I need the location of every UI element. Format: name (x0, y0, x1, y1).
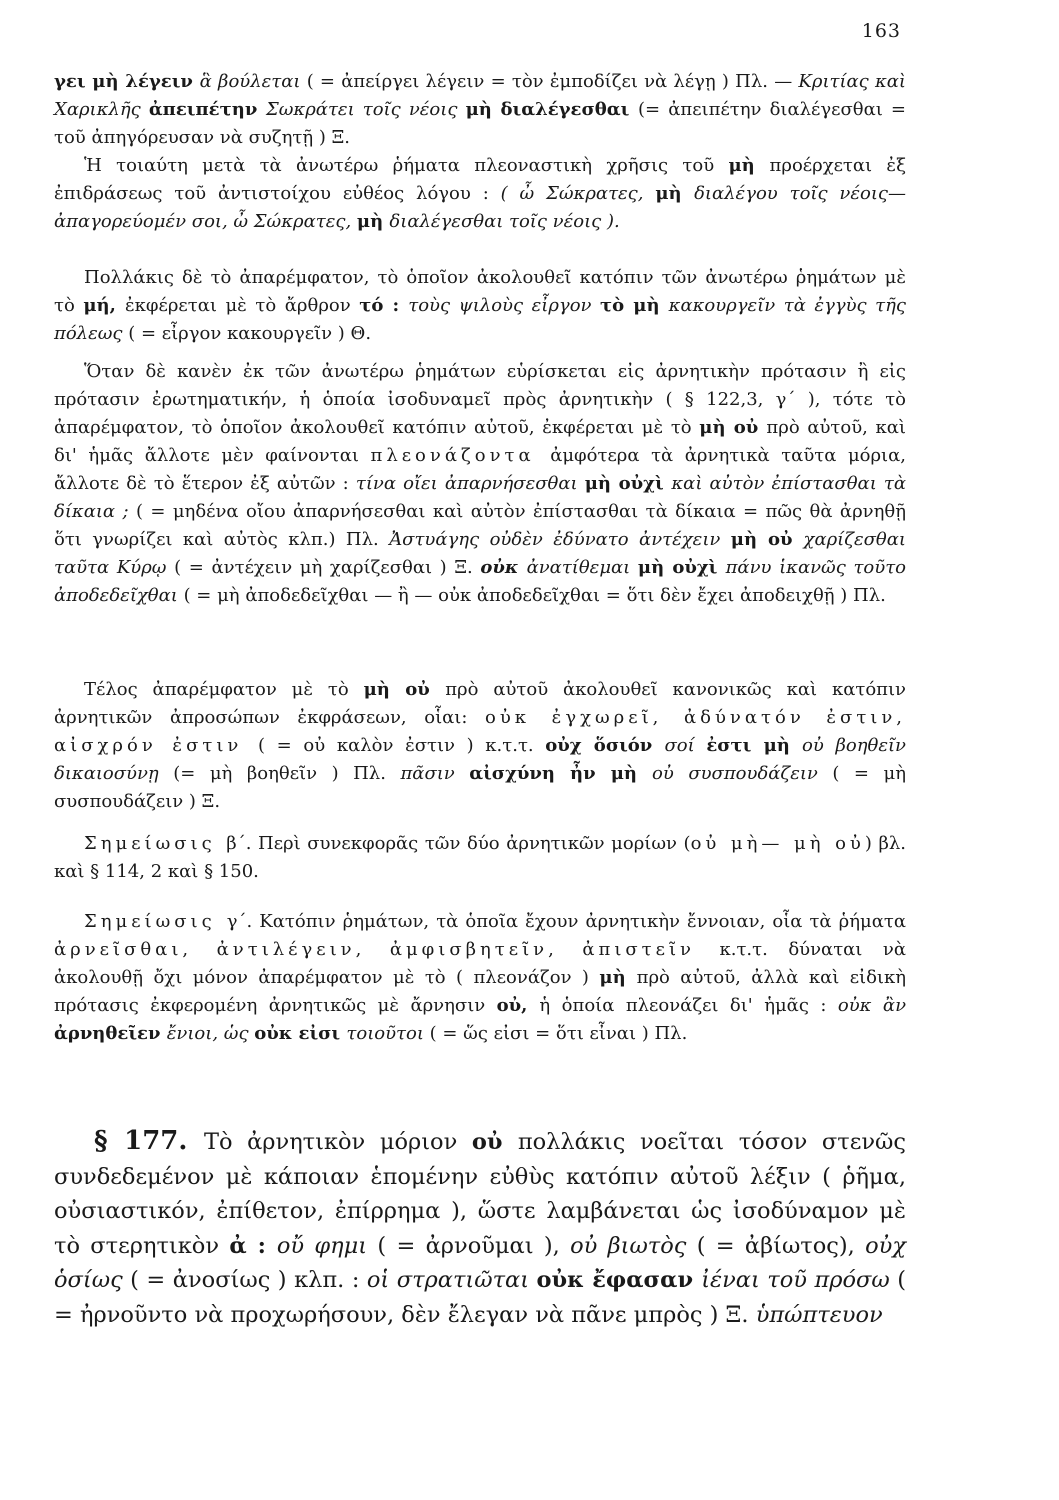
text-segment: τοιοῦτοι (346, 1023, 430, 1044)
text-segment: μὴ (655, 183, 695, 204)
text-segment: Ὅταν δὲ κανὲν ἐκ τῶν ἀνωτέρω ῥημάτων εὑρίσκεται εἰς ἀρνητικὴν πρότασιν ἢ εἰς πρότασιν ἐρωτηματικήν, ἡ ὁποία ἰσοδυναμεῖ πρὸς ἀρνητικὴν ( § 122,3, γ΄ ), τότε τὸ ἀπαρέμφατον, τὸ ὁποῖον ἀκολουθεῖ κατόπιν αὐτοῦ, ἐκφέρεται μὲ τὸ (54, 361, 906, 438)
text-segment: οὔ φημι (276, 1232, 378, 1259)
text-segment: πᾶσιν (400, 763, 470, 784)
text-segment: οὐκ εἰσι (254, 1023, 347, 1044)
text-segment: πρὸ αὐτοῦ, καὶ δι' ἡμᾶς ἄλλοτε μὲν φαίνονται (54, 417, 906, 466)
text-segment: κ.τ.τ. δύναται νὰ ἀκολουθῇ ὄχι μόνον ἀπαρέμφατον μὲ τὸ ( πλεονάζον ) (54, 939, 906, 988)
text-segment: (= ἀπειπέτην διαλέγεσθαι = τοῦ ἀπηγόρευσαν νὰ συζητῇ ) Ξ. (54, 99, 907, 148)
paragraph-negative-sentence (54, 358, 906, 610)
text-segment: Σωκράτει τοῖς νέοις (266, 99, 466, 120)
text-segment: Τὸ ἀρνητικὸν μόριον (203, 1129, 472, 1155)
text-segment: μὴ οὐ (730, 529, 804, 550)
text-segment: οὐ, (496, 995, 540, 1016)
text-segment: διαλέγεσθαι τοῖς νέοις ). (389, 211, 620, 232)
text-segment: μὴ (599, 967, 637, 988)
text-segment: αἰσχύνη ἦν μὴ (469, 763, 653, 784)
text-segment: οὐ βιωτὸς (570, 1232, 697, 1259)
text-segment: ( = μηδένα οἴου ἀπαρνήσεσθαι καὶ αὐτὸν ἐπίστασθαι τὰ δίκαια = πῶς θὰ ἀρνηθῇ ὅτι γνωρίζει καὶ αὐτὸς κλπ.) Πλ. (54, 501, 906, 550)
text-segment: β΄. Περὶ συνεκφορᾶς τῶν δύο ἀρνητικῶν μορίων ( (226, 833, 691, 854)
text-segment: οὐκ ἂν (837, 995, 907, 1016)
paragraph-article-infinitive (54, 264, 906, 348)
text-segment: μὴ διαλέγεσθαι (465, 99, 638, 120)
text-segment: ἀμφότερα τὰ ἀρνητικὰ ταῦτα μόρια, ἄλλοτε δὲ τὸ ἕτερον ἐξ αὐτῶν : (54, 445, 906, 494)
text-segment: πλεονάζοντα (370, 445, 551, 466)
text-segment: οἱ στρατιῶται (366, 1267, 537, 1293)
text-segment: οὐ μὴ— μὴ οὐ (690, 833, 865, 854)
note-gamma (54, 908, 906, 1048)
text-segment: Πολλάκις δὲ τὸ ἀπαρέμφατον, τὸ ὁποῖον ἀκολουθεῖ κατόπιν τῶν ἀνωτέρω ῥημάτων μὲ τὸ (54, 267, 906, 316)
text-segment: ἐκφέρεται μὲ τὸ ἄρθρον (125, 295, 360, 316)
text-segment: ( = μὴ συσπουδάζειν ) Ξ. (54, 763, 906, 812)
text-segment: διαλέγου τοῖς νέοις—ἀπαγορεύομέν σοι, ὦ Σώκρατες, (54, 183, 907, 232)
text-segment: πρὸ αὐτοῦ, ἀλλὰ καὶ εἰδικὴ πρότασις ἐκφερομένη ἀρνητικῶς μὲ ἄρνησιν (54, 967, 907, 1016)
text-segment: τό : (359, 295, 409, 316)
note-beta (54, 830, 906, 886)
text-segment: χαρίζεσθαι ταῦτα Κύρῳ (54, 529, 906, 578)
text-segment: ἀρνηθεῖεν (54, 1023, 167, 1044)
text-segment: ( = ἀπείργει λέγειν = τὸν ἐμποδίζει νὰ λέγῃ ) Πλ. — (306, 71, 799, 92)
text-segment: σοί (664, 735, 707, 756)
text-segment: (= μὴ βοηθεῖν ) Πλ. (173, 763, 401, 784)
text-segment: ἀνατίθεμαι (526, 557, 638, 578)
text-segment: Τέλος ἀπαρέμφατον μὲ τὸ (84, 679, 364, 700)
text-segment: οὐ (471, 1129, 518, 1155)
text-segment: προέρχεται ἐξ ἐπιδράσεως τοῦ ἀντιστοίχου εὐθέος λόγου : (54, 155, 906, 204)
text-segment: Ἀστυάγης οὐδὲν ἐδύνατο ἀντέχειν (389, 529, 731, 550)
text-segment: ( = ἀντέχειν μὴ χαρίζεσθαι ) Ξ. (174, 557, 481, 578)
section-177 (54, 1124, 906, 1332)
text-segment: Κριτίας καὶ Χαρικλῆς (54, 71, 906, 120)
text-segment: ἰέναι τοῦ πρόσω (701, 1267, 898, 1293)
text-segment: γει μὴ λέγειν (54, 71, 200, 92)
text-segment: ἔνιοι, ὡς (166, 1023, 255, 1044)
text-segment: οὐ βοηθεῖν δικαιοσύνῃ (54, 735, 907, 784)
text-segment: ἀπειπέτην (148, 99, 266, 120)
text-segment: Ἡ τοιαύτη μετὰ τὰ ἀνωτέρω ῥήματα πλεοναστικὴ χρῆσις τοῦ (84, 155, 729, 176)
text-segment: ( = ἀνοσίως ) κλπ. : (130, 1267, 367, 1293)
text-segment: μή, (83, 295, 125, 316)
text-segment: κακουργεῖν τὰ ἐγγὺς τῆς πόλεως (54, 295, 907, 344)
paragraph-continuation (54, 68, 906, 152)
text-segment: ( = ἠρνοῦντο νὰ προχωρήσουν, δὲν ἔλεγαν νὰ πᾶνε μπρὸς ) Ξ. (54, 1267, 907, 1328)
text-segment: ( = οὐ καλὸν ἐστιν ) κ.τ.τ. (257, 735, 546, 756)
text-segment: ὑπώπτευον (755, 1301, 883, 1328)
page-number: 163 (861, 20, 901, 42)
text-segment: οὐχ ὁσίως (54, 1232, 906, 1293)
text-segment: ἃ βούλεται (199, 71, 307, 92)
text-segment: ἀρνεῖσθαι, ἀντιλέγειν, ἀμφισβητεῖν, ἀπιστεῖν (54, 939, 720, 960)
text-segment: Σημείωσις (84, 911, 227, 932)
text-segment: ( = εἶργον κακουργεῖν ) Θ. (128, 323, 372, 344)
text-segment: ( = μὴ ἀποδεδεῖχθαι — ἢ — οὐκ ἀποδεδεῖχθαι = ὅτι δὲν ἔχει ἀποδειχθῇ ) Πλ. (183, 585, 886, 606)
text-segment: τοὺς ψιλοὺς εἶργον (408, 295, 601, 316)
text-segment: οὐκ ἔφασαν (536, 1267, 702, 1293)
text-segment: πρὸ αὐτοῦ ἀκολουθεῖ κανονικῶς καὶ κατόπιν ἀρνητικῶν ἀπροσώπων ἐκφράσεων, οἷαι: (54, 679, 906, 728)
text-segment: ἐστι μὴ (706, 735, 803, 756)
text-segment: πάνυ ἱκανῶς τοῦτο ἀποδεδεῖχθαι (54, 557, 906, 606)
text-segment: οὐχ ὅσιόν (545, 735, 665, 756)
text-segment: γ΄. Κατόπιν ῥημάτων, τὰ ὁποῖα ἔχουν ἀρνητικὴν ἔννοιαν, οἷα τὰ ῥήματα (226, 911, 906, 932)
text-segment: πολλάκις νοεῖται τόσον στενῶς συνδεδεμένον μὲ κάποιαν ἑπομένην εὐθὺς κατόπιν αὐτοῦ λέξιν ( ῥῆμα, οὐσιαστικόν, ἐπίθετον, ἐπίρρημα ), ὥστε λαμβάνεται ὡς ἰσοδύναμον μὲ τὸ στερητικὸν (54, 1129, 906, 1259)
text-segment: καὶ αὐτὸν ἐπίστασθαι τὰ δίκαια ; (54, 473, 906, 522)
text-segment: ( = ἀρνοῦμαι ), (377, 1232, 571, 1259)
text-segment: οὐκ ἐγχωρεῖ, ἀδύνατόν ἐστιν, αἰσχρόν ἐστιν (54, 707, 907, 756)
paragraph-impersonal-expressions (54, 676, 906, 816)
section-number: § 177. (94, 1126, 204, 1156)
paragraph-pleonastic-use (54, 152, 906, 236)
text-segment: ( = ὥς εἰσι = ὅτι εἶναι ) Πλ. (429, 1023, 688, 1044)
text-segment: ( = ἀβίωτος), (696, 1232, 866, 1259)
text-segment: οὐ συσπουδάζειν (652, 763, 833, 784)
text-segment: ( ὦ Σώκρατες, (500, 183, 656, 204)
text-segment: οὐκ (480, 557, 527, 578)
text-segment: ) βλ. καὶ § 114, 2 καὶ § 150. (54, 833, 907, 882)
text-segment: μὴ (728, 155, 770, 176)
text-segment: μὴ οὐ (363, 679, 446, 700)
text-segment: τὸ μὴ (600, 295, 669, 316)
text-segment: μὴ οὐχὶ (584, 473, 672, 494)
text-segment: μὴ οὐχὶ (637, 557, 726, 578)
text-segment: ἀ : (229, 1232, 277, 1259)
text-segment: Σημείωσις (84, 833, 227, 854)
text-segment: τίνα οἴει ἀπαρνήσεσθαι (355, 473, 585, 494)
text-segment: μὴ (356, 211, 390, 232)
text-segment: μὴ οὐ (699, 417, 767, 438)
text-segment: ἡ ὁποία πλεονάζει δι' ἡμᾶς : (539, 995, 838, 1016)
